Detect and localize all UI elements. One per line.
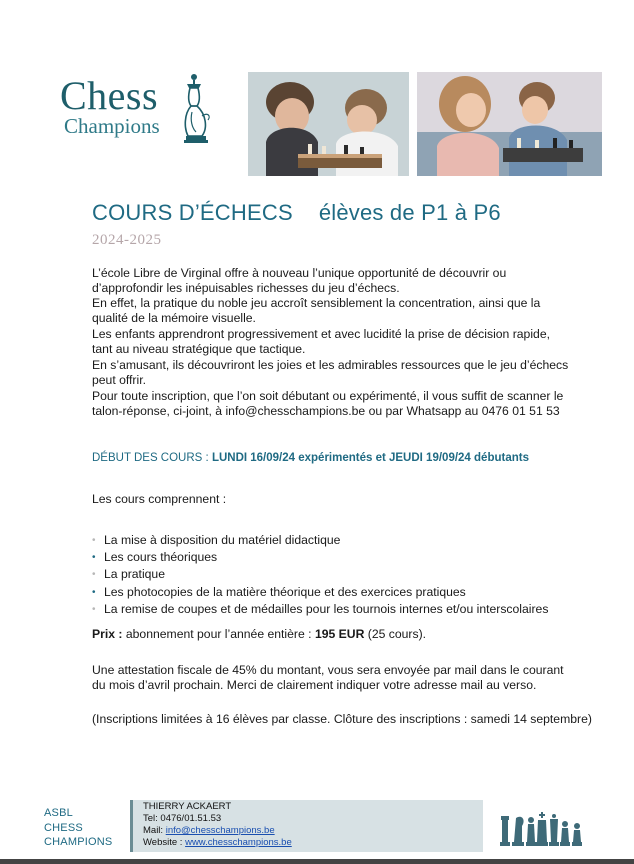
course-start-dates: LUNDI 16/09/24 expérimentés et JEUDI 19/09/24 débutants — [211, 452, 529, 464]
paragraph-registration: Pour toute inscription, que l’on soit débutant ou expérimenté, il vous suffit de scanner le talon-réponse, ci-joint, à info@chesschampions.be ou par Whatsapp au 0476 01 51 53 — [92, 389, 564, 418]
bullet-icon: • — [92, 569, 96, 581]
logo-chess-text: Chess — [60, 73, 159, 118]
course-start-label: DÉBUT DES COURS : — [92, 452, 209, 464]
paragraph-concentration: En effet, la pratique du noble jeu accroît sensiblement la concentration, ainsi que la qualité de la mémoire visuelle. — [92, 296, 541, 325]
queen-piece-icon — [178, 72, 216, 146]
contact-name: THIERRY ACKAERT — [143, 801, 232, 812]
paragraph-decision: Les enfants apprendront progressivement et avec lucidité la prise de décision rapide, tant au niveau stratégique que tactique. — [92, 327, 550, 356]
contact-tel: Tel: 0476/01.51.53 — [143, 813, 222, 824]
list-item: • Les cours théoriques — [92, 549, 572, 566]
price-label: Prix : — [92, 627, 123, 641]
bottom-divider — [0, 859, 634, 864]
bullet-icon: • — [92, 586, 96, 598]
footer-organization: ASBL CHESS CHAMPIONS — [44, 807, 113, 848]
chess-champions-logo — [60, 72, 230, 152]
courses-list — [92, 532, 572, 618]
paragraph-intro: L’école Libre de Virginal offre à nouveau l’unique opportunité de découvrir ou d’approfondir les inépuisables richesses du jeu d’échecs. — [92, 266, 507, 295]
title-sub: élèves de P1 à P6 — [318, 200, 501, 225]
course-start-line — [92, 452, 529, 464]
registration-limit-note: (Inscriptions limitées à 16 élèves par classe. Clôture des inscriptions : samedi 14 septembre) — [92, 712, 592, 726]
chess-pieces-icon — [500, 806, 588, 848]
price-text: abonnement pour l’année entière : — [125, 627, 312, 641]
footer-contact-box — [130, 800, 483, 852]
photo-children-playing-chess-2 — [417, 72, 602, 176]
price-amount: 195 EUR — [314, 627, 365, 641]
tax-certificate-note: Une attestation fiscale de 45% du montant, vous sera envoyée par mail dans le courant du mois d’avril prochain. Merci de clairement indiquer votre adresse mail au verso. — [92, 663, 564, 692]
photo-children-playing-chess-1 — [248, 72, 409, 176]
website-link[interactable]: www.chesschampions.be — [185, 837, 292, 848]
price-line — [92, 627, 426, 641]
bullet-icon: • — [92, 552, 96, 564]
logo-champions-text: Champions — [64, 114, 160, 138]
list-item: • La pratique — [92, 566, 572, 583]
page-title — [92, 200, 501, 226]
school-year: 2024-2025 — [92, 232, 162, 248]
courses-intro: Les cours comprennent : — [92, 492, 227, 506]
paragraph-fun: En s’amusant, ils découvriront les joies et les admirables ressources que le jeu d’échecs peut offrir. — [92, 358, 569, 387]
list-item: • Les photocopies de la matière théorique et des exercices pratiques — [92, 584, 572, 601]
list-item: • La mise à disposition du matériel didactique — [92, 532, 572, 549]
price-note: (25 cours). — [367, 627, 427, 641]
bullet-icon: • — [92, 603, 96, 615]
contact-mail: Mail: info@chesschampions.be — [143, 825, 275, 836]
bullet-icon: • — [92, 535, 96, 546]
list-item: • La remise de coupes et de médailles pour les tournois internes et/ou interscolaires — [92, 601, 572, 618]
contact-website: Website : www.chesschampions.be — [143, 837, 292, 848]
title-main: COURS D’ÉCHECS — [92, 200, 293, 225]
mail-link[interactable]: info@chesschampions.be — [165, 825, 275, 836]
